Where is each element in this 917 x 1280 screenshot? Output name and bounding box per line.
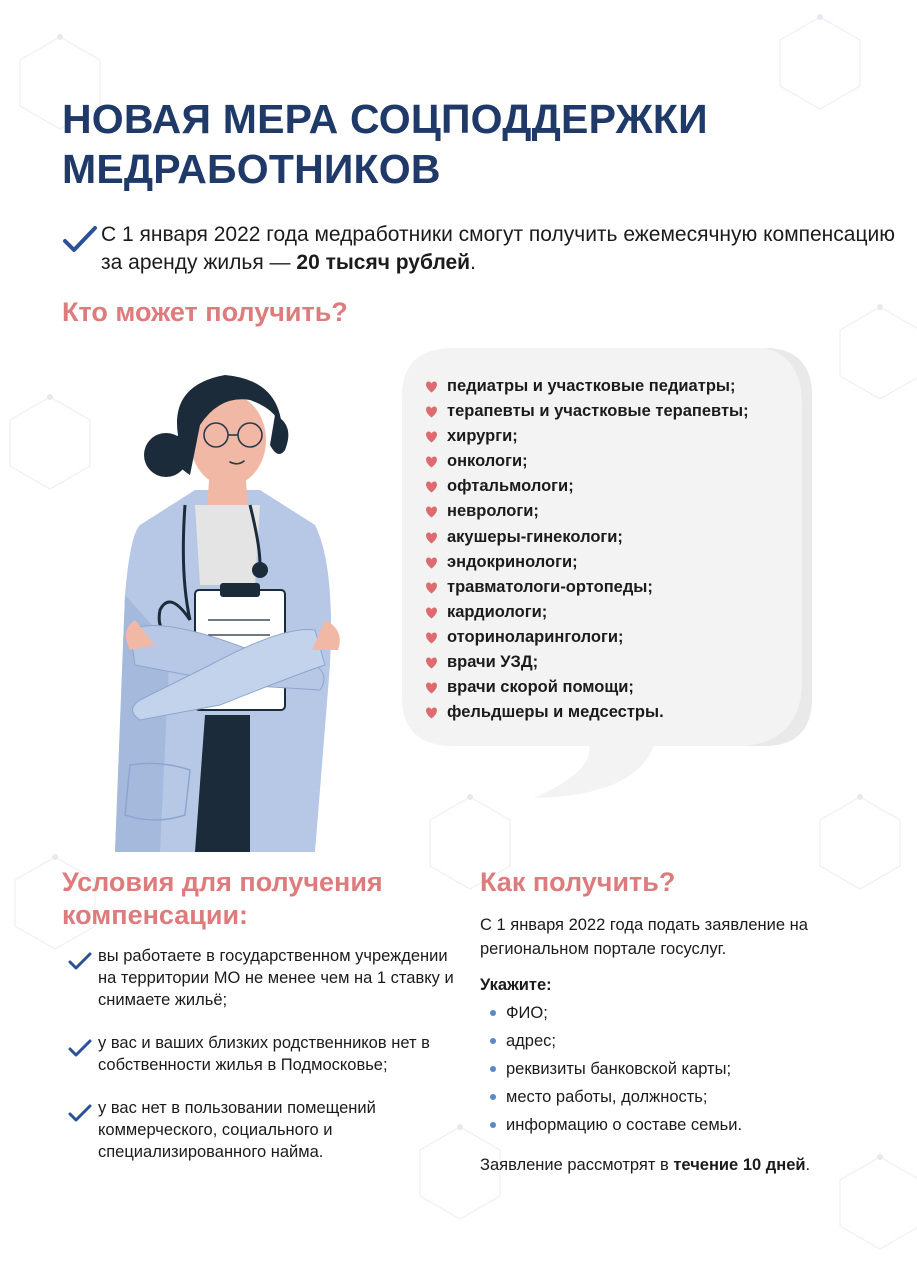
profession-text: неврологи;	[447, 502, 539, 521]
list-item	[425, 575, 749, 600]
checkmark-icon	[68, 951, 92, 971]
list-item	[425, 600, 749, 625]
title-line-2: МЕДРАБОТНИКОВ	[62, 146, 441, 192]
heart-icon	[425, 657, 438, 669]
list-item	[425, 499, 749, 524]
list-item	[425, 424, 749, 449]
heart-icon	[425, 707, 438, 719]
condition-text: у вас нет в пользовании помещений коммерческого, социального и специализированного найма.	[98, 1099, 376, 1161]
heart-icon	[425, 431, 438, 443]
condition-text: у вас и ваших близких родственников нет в собственности жилья в Подмосковье;	[98, 1034, 430, 1074]
specify-label: Укажите:	[480, 976, 552, 994]
review-note	[480, 1153, 810, 1177]
checkmark-icon	[62, 224, 98, 254]
profession-text: оториноларингологи;	[447, 627, 624, 646]
specify-list	[490, 999, 742, 1139]
list-item: адрес;	[490, 1027, 742, 1055]
heart-icon	[425, 381, 438, 393]
doctor-illustration	[100, 365, 350, 852]
who-heading: Кто может получить?	[62, 297, 348, 327]
heart-icon	[425, 557, 438, 569]
list-item: место работы, должность;	[490, 1083, 742, 1111]
list-item	[425, 474, 749, 499]
heart-icon	[425, 632, 438, 644]
heart-icon	[425, 506, 438, 518]
list-item	[425, 525, 749, 550]
list-item	[425, 675, 749, 700]
list-item	[425, 399, 749, 424]
how-description: С 1 января 2022 года подать заявление на региональном портале госуслуг.	[480, 916, 808, 958]
profession-text: врачи скорой помощи;	[447, 678, 634, 697]
heart-icon	[425, 607, 438, 619]
review-suffix: .	[805, 1156, 811, 1174]
list-item: информацию о составе семьи.	[490, 1111, 742, 1139]
list-item	[425, 625, 749, 650]
list-item	[68, 1097, 458, 1163]
profession-text: фельдшеры и медсестры.	[447, 703, 664, 722]
how-heading: Как получить?	[480, 867, 676, 897]
profession-text: эндокринологи;	[447, 552, 578, 571]
professions-list	[425, 374, 749, 725]
heart-icon	[425, 582, 438, 594]
profession-text: врачи УЗД;	[447, 653, 539, 672]
profession-text: педиатры и участковые педиатры;	[447, 377, 736, 395]
checkmark-icon	[68, 1103, 92, 1123]
heart-icon	[425, 682, 438, 694]
profession-text: терапевты и участковые терапевты;	[447, 402, 749, 421]
list-item	[68, 1032, 458, 1076]
heart-icon	[425, 456, 438, 468]
intro-text	[101, 221, 901, 277]
list-item	[425, 550, 749, 575]
heart-icon	[425, 532, 438, 544]
list-item: реквизиты банковской карты;	[490, 1055, 742, 1083]
list-item	[425, 700, 749, 725]
review-text: Заявление рассмотрят в	[480, 1156, 674, 1174]
list-item	[68, 945, 458, 1011]
profession-text: хирурги;	[447, 427, 518, 446]
title-line-1: НОВАЯ МЕРА СОЦПОДДЕРЖКИ	[62, 96, 708, 142]
checkmark-icon	[68, 1038, 92, 1058]
profession-text: травматологи-ортопеды;	[447, 577, 653, 596]
profession-text: кардиологи;	[447, 602, 548, 621]
review-period: течение 10 дней	[673, 1156, 806, 1174]
conditions-heading	[62, 866, 383, 932]
list-item	[425, 374, 749, 399]
intro-suffix: .	[470, 251, 476, 274]
condition-text: вы работаете в государственном учреждении на территории МО не менее чем на 1 ставку и снимаете жильё;	[98, 947, 454, 1009]
conditions-heading-line-1: Условия для получения	[62, 867, 383, 897]
page-title	[62, 94, 708, 194]
list-item	[425, 650, 749, 675]
heart-icon	[425, 481, 438, 493]
profession-text: акушеры-гинекологи;	[447, 527, 623, 546]
conditions-list	[68, 945, 458, 1184]
conditions-heading-line-2: компенсации:	[62, 900, 249, 930]
intro-main: С 1 января 2022 года медработники смогут получить ежемесячную компенсацию за аренду жилья —	[101, 223, 895, 274]
heart-icon	[425, 406, 438, 418]
list-item: ФИО;	[490, 999, 742, 1027]
profession-text: онкологи;	[447, 452, 528, 471]
compensation-amount: 20 тысяч рублей	[296, 251, 471, 274]
profession-text: офтальмологи;	[447, 477, 574, 496]
list-item	[425, 449, 749, 474]
